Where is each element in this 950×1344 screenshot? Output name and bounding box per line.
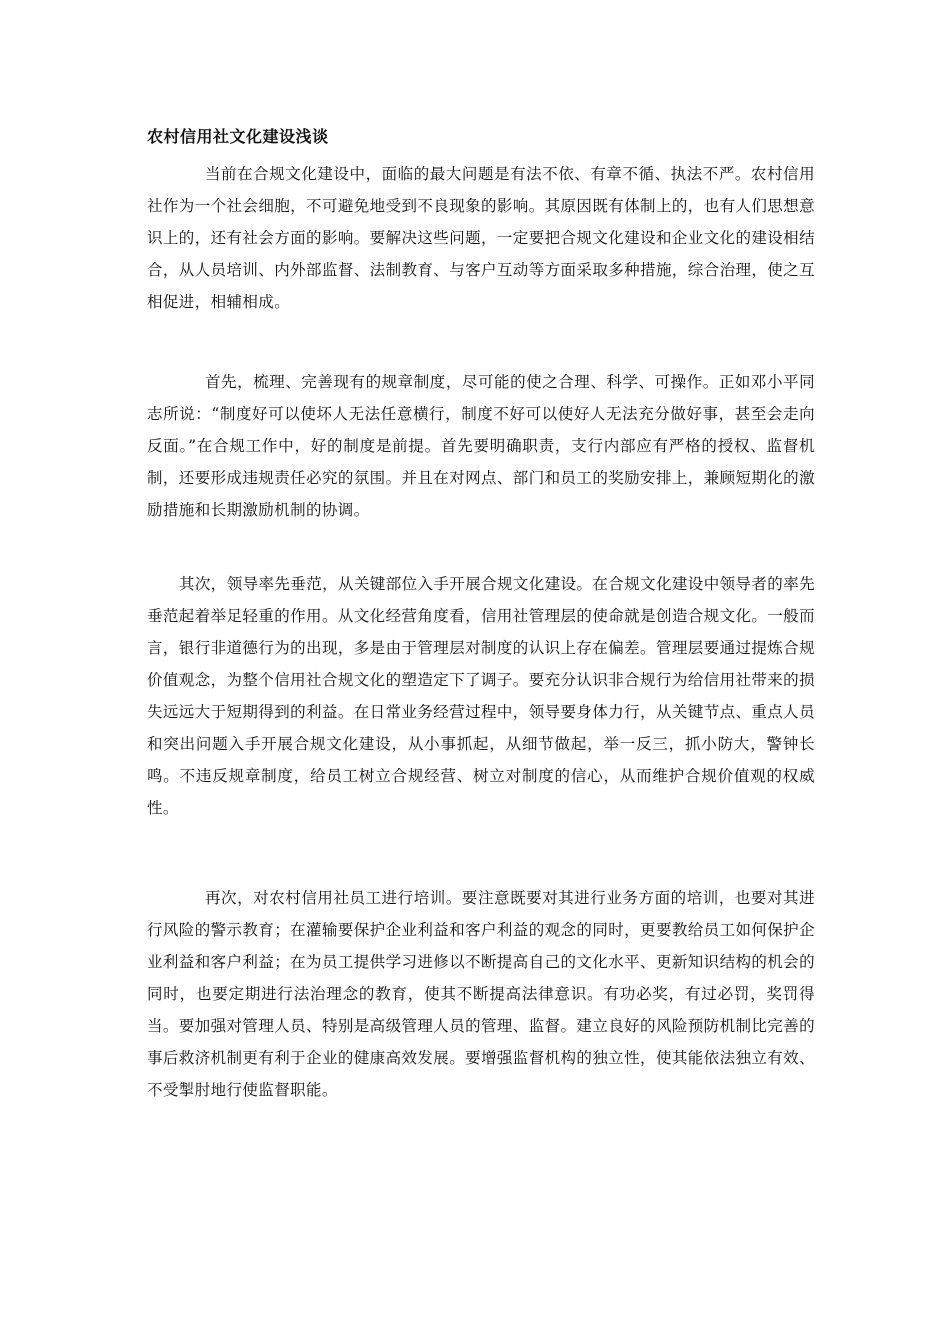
paragraph-4: 再次，对农村信用社员工进行培训。要注意既要对其进行业务方面的培训，也要对其进行风险的警示教育；在灌输要保护企业利益和客户利益的观念的同时，更要教给员工如何保护企业利益和客户利益；在为员工提供学习进修以不断提高自己的文化水平、更新知识结构的机会的同时，也要定期进行法治理念的教育，使其不断提高法律意识。有功必奖，有过必罚，奖罚得当。要加强对管理人员、特别是高级管理人员的管理、监督。建立良好的风险预防机制比完善的事后救济机制更有利于企业的健康高效发展。要增强监督机构的独立性，使其能依法独立有效、不受掣肘地行使监督职能。 <box>147 889 815 1099</box>
document-title: 农村信用社文化建设浅谈 <box>147 127 329 146</box>
paragraph-3: 其次，领导率先垂范，从关键部位入手开展合规文化建设。在合规文化建设中领导者的率先垂范起着举足轻重的作用。从文化经营角度看，信用社管理层的使命就是创造合规文化。一般而言，银行非道德行为的出现，多是由于管理层对制度的认识上存在偏差。管理层要通过提炼合规价值观念，为整个信用社合规文化的塑造定下了调子。要充分认识非合规行为给信用社带来的损失远远大于短期得到的利益。在日常业务经营过程中，领导要身体力行，从关键节点、重点人员和突出问题入手开展合规文化建设，从小事抓起，从细节做起，举一反三，抓小防大，警钟长鸣。不违反规章制度，给员工树立合规经营、树立对制度的信心，从而维护合规价值观的权威性。 <box>147 575 816 817</box>
paragraph-1: 当前在合规文化建设中，面临的最大问题是有法不依、有章不循、执法不严。农村信用社作为一个社会细胞，不可避免地受到不良现象的影响。其原因既有体制上的，也有人们思想意识上的，还有社会方面的影响。要解决这些问题，一定要把合规文化建设和企业文化的建设相结合，从人员培训、内外部监督、法制教育、与客户互动等方面采取多种措施，综合治理，使之互相促进，相辅相成。 <box>147 165 815 311</box>
paragraph-2: 首先，梳理、完善现有的规章制度，尽可能的使之合理、科学、可操作。正如邓小平同志所说：“制度好可以使坏人无法任意横行，制度不好可以使好人无法充分做好事，甚至会走向反面。”在合规工作中，好的制度是前提。首先要明确职责，支行内部应有严格的授权、监督机制，还要形成违规责任必究的氛围。并且在对网点、部门和员工的奖励安排上，兼顾短期化的激励措施和长期激励机制的协调。 <box>147 373 815 519</box>
